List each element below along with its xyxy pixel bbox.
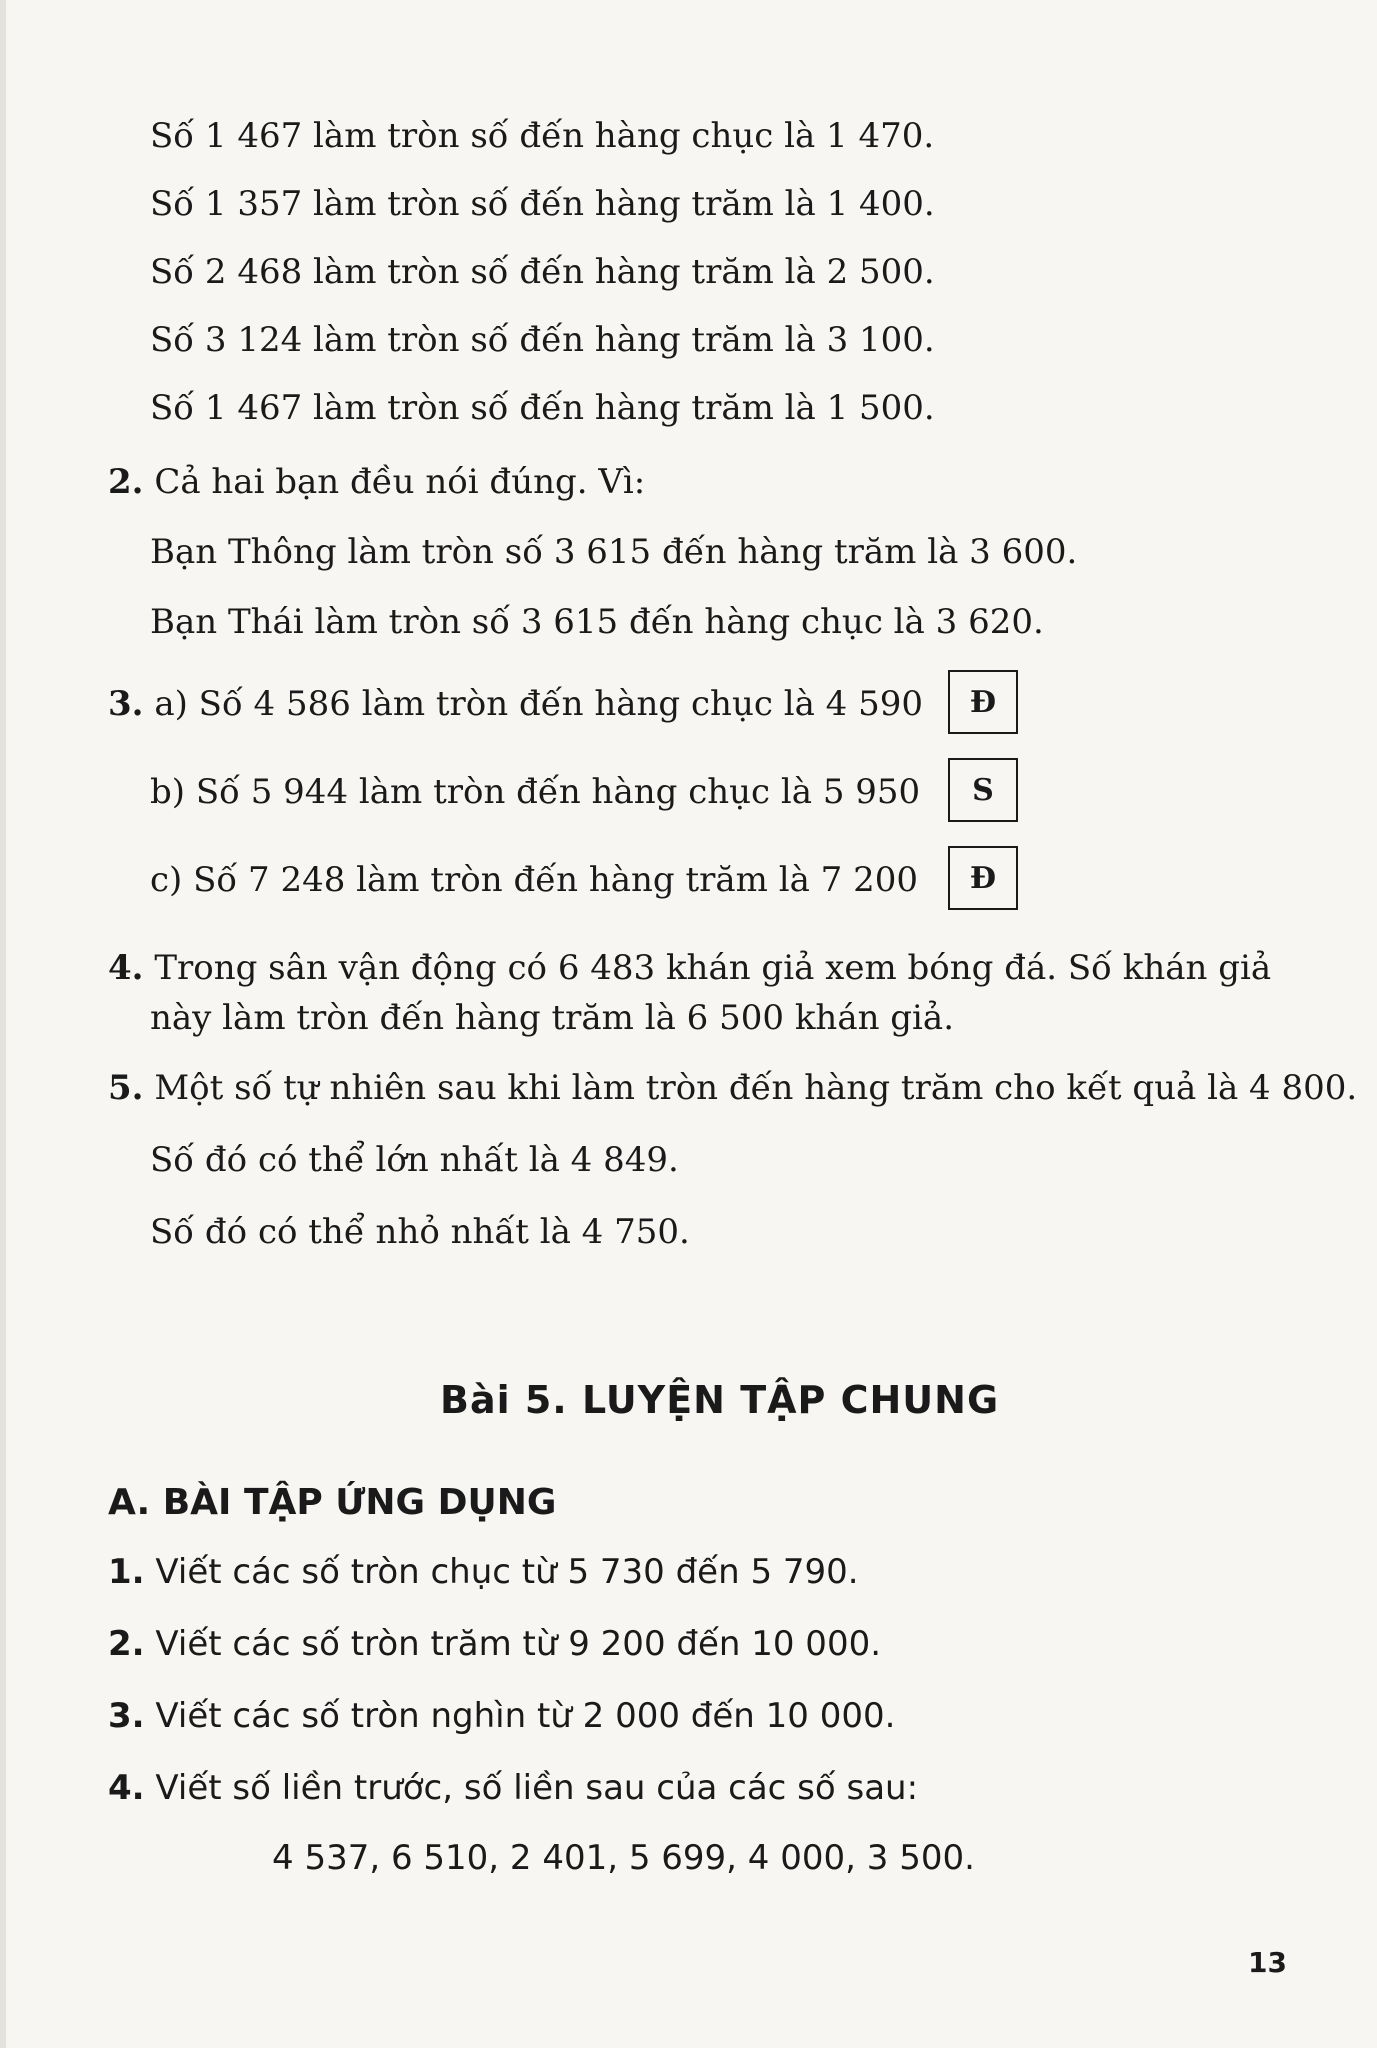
q5-line-1: Số đó có thể lớn nhất là 4 849. [150, 1140, 679, 1180]
q2-number: 2. [108, 462, 144, 502]
exercise-1 [108, 1552, 859, 1592]
exercise-3 [108, 1696, 895, 1736]
q3-a-text: a) Số 4 586 làm tròn đến hàng chục là 4 590 [154, 684, 923, 724]
exercise-1-text: Viết các số tròn chục từ 5 730 đến 5 790. [155, 1552, 859, 1592]
q3-c-mark-box: Đ [948, 846, 1018, 910]
lesson-title: Bài 5. LUYỆN TẬP CHUNG [440, 1378, 1000, 1422]
q5-number: 5. [108, 1068, 144, 1108]
exercise-2-text: Viết các số tròn trăm từ 9 200 đến 10 000. [155, 1624, 882, 1664]
exercise-2-number: 2. [108, 1624, 145, 1664]
q5-line-2: Số đó có thể nhỏ nhất là 4 750. [150, 1212, 690, 1252]
q5-item [108, 1068, 1357, 1108]
exercise-3-text: Viết các số tròn nghìn từ 2 000 đến 10 000. [155, 1696, 896, 1736]
q4-item [108, 948, 1271, 988]
section-heading: A. BÀI TẬP ỨNG DỤNG [108, 1482, 557, 1523]
answer-line-2: Số 1 357 làm tròn số đến hàng trăm là 1 400. [150, 184, 935, 224]
exercise-4 [108, 1768, 918, 1808]
q4-line-1: Trong sân vận động có 6 483 khán giả xem bóng đá. Số khán giả [154, 948, 1272, 988]
q4-number: 4. [108, 948, 144, 988]
page-number: 13 [1248, 1946, 1287, 1979]
q3-item-a [108, 684, 923, 724]
answer-line-3: Số 2 468 làm tròn số đến hàng trăm là 2 500. [150, 252, 935, 292]
q2-text: Cả hai bạn đều nói đúng. Vì: [154, 462, 646, 502]
q4-line-2: này làm tròn đến hàng trăm là 6 500 khán giả. [150, 998, 955, 1038]
q3-a-mark-box: Đ [948, 670, 1018, 734]
answer-line-1: Số 1 467 làm tròn số đến hàng chục là 1 470. [150, 116, 935, 156]
number-list: 4 537, 6 510, 2 401, 5 699, 4 000, 3 500. [272, 1838, 975, 1878]
answer-line-5: Số 1 467 làm tròn số đến hàng trăm là 1 500. [150, 388, 935, 428]
q3-b-text: b) Số 5 944 làm tròn đến hàng chục là 5 950 [150, 772, 921, 812]
q2-line-1: Bạn Thông làm tròn số 3 615 đến hàng trăm là 3 600. [150, 532, 1078, 572]
q3-number: 3. [108, 684, 144, 724]
q5-text: Một số tự nhiên sau khi làm tròn đến hàng trăm cho kết quả là 4 800. [154, 1068, 1358, 1108]
exercise-2 [108, 1624, 881, 1664]
exercise-4-number: 4. [108, 1768, 145, 1808]
exercise-3-number: 3. [108, 1696, 145, 1736]
page-edge [0, 0, 6, 2048]
q2-line-2: Bạn Thái làm tròn số 3 615 đến hàng chục là 3 620. [150, 602, 1044, 642]
q3-b-mark-box: S [948, 758, 1018, 822]
q2-item [108, 462, 645, 502]
exercise-4-text: Viết số liền trước, số liền sau của các số sau: [155, 1768, 919, 1808]
answer-line-4: Số 3 124 làm tròn số đến hàng trăm là 3 100. [150, 320, 935, 360]
exercise-1-number: 1. [108, 1552, 145, 1592]
q3-c-text: c) Số 7 248 làm tròn đến hàng trăm là 7 200 [150, 860, 918, 900]
